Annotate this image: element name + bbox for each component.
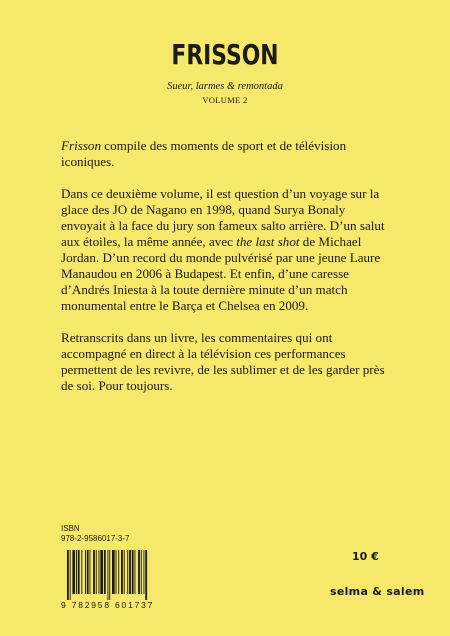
barcode-bar: [132, 550, 134, 594]
barcode-bar: [121, 550, 123, 594]
barcode-bar: [112, 550, 115, 594]
barcode-bar: [127, 550, 128, 594]
blurb-title-italic: Frisson: [61, 138, 102, 153]
barcode-bar: [144, 550, 145, 594]
barcode-bar: [90, 550, 91, 594]
barcode-bar: [99, 550, 100, 594]
barcode-bar: [104, 550, 106, 594]
barcode-bar: [70, 550, 71, 600]
blurb-p1-text: compile des moments de sport et de télévision iconiques.: [61, 138, 347, 169]
isbn-number: 978-2-9586017-3-7: [61, 534, 130, 543]
isbn-block: [61, 524, 130, 544]
publisher-logo: selma & salem: [330, 585, 425, 598]
barcode-bar: [81, 550, 82, 594]
barcode-digits: 9 782958 601737: [61, 600, 155, 610]
barcode-bar: [100, 550, 103, 594]
barcode-bar: [93, 550, 95, 594]
barcode-bar: [145, 550, 147, 600]
barcode-bar: [135, 550, 136, 594]
barcode-bar: [138, 550, 140, 594]
barcode-bar: [118, 550, 119, 594]
blurb-paragraph-1: [61, 138, 391, 170]
barcode-bar: [72, 550, 75, 594]
barcode-bar: [108, 550, 109, 600]
barcode-bar: [87, 550, 89, 594]
blurb-p2-text-a: Dans ce deuxième volume, il est question d’un voyage sur la glace des JO de Nagano en 1998, quand Surya Bonaly envoyait à la face du jury son fameux salto arrière. D’un salut aux étoiles, la même année, avec: [61, 186, 385, 249]
blurb: [61, 138, 391, 410]
barcode-bar: [67, 550, 69, 600]
barcode-bar: [129, 550, 131, 594]
blurb-p2-italic: the last shot: [236, 234, 300, 249]
barcode-bar: [109, 550, 110, 600]
barcode-graphic: [61, 550, 171, 600]
barcode-bar: [96, 550, 97, 594]
isbn-label: ISBN: [61, 524, 80, 533]
volume-label: VOLUME 2: [202, 95, 248, 105]
brand-title: FRISSON: [171, 38, 279, 71]
barcode-bar: [141, 550, 142, 594]
barcode-bar: [116, 550, 117, 594]
barcode-bar: [78, 550, 80, 594]
subtitle: Sueur, larmes & remontada: [167, 81, 283, 92]
barcode-bar: [85, 550, 86, 594]
barcode-bar: [76, 550, 77, 594]
price-label: 10 €: [352, 550, 379, 563]
blurb-p2-text-b: de Michael Jordan. D’un record du monde pulvérisé par une jeune Laure Manaudou en 2006 à Budapest. Et enfin, d’une caresse d’Andrés Iniesta à la toute dernière minute d’un match monumental entre le Barça et Chelsea en 2009.: [61, 234, 381, 313]
barcode-bar: [124, 550, 125, 594]
blurb-paragraph-3: Retranscrits dans un livre, les commentaires qui ont accompagné en direct à la télévision ces performances permettent de les revivre, de les sublimer et de les garder près de soi. Pour toujours.: [61, 330, 385, 393]
blurb-paragraph-2: [61, 186, 391, 314]
